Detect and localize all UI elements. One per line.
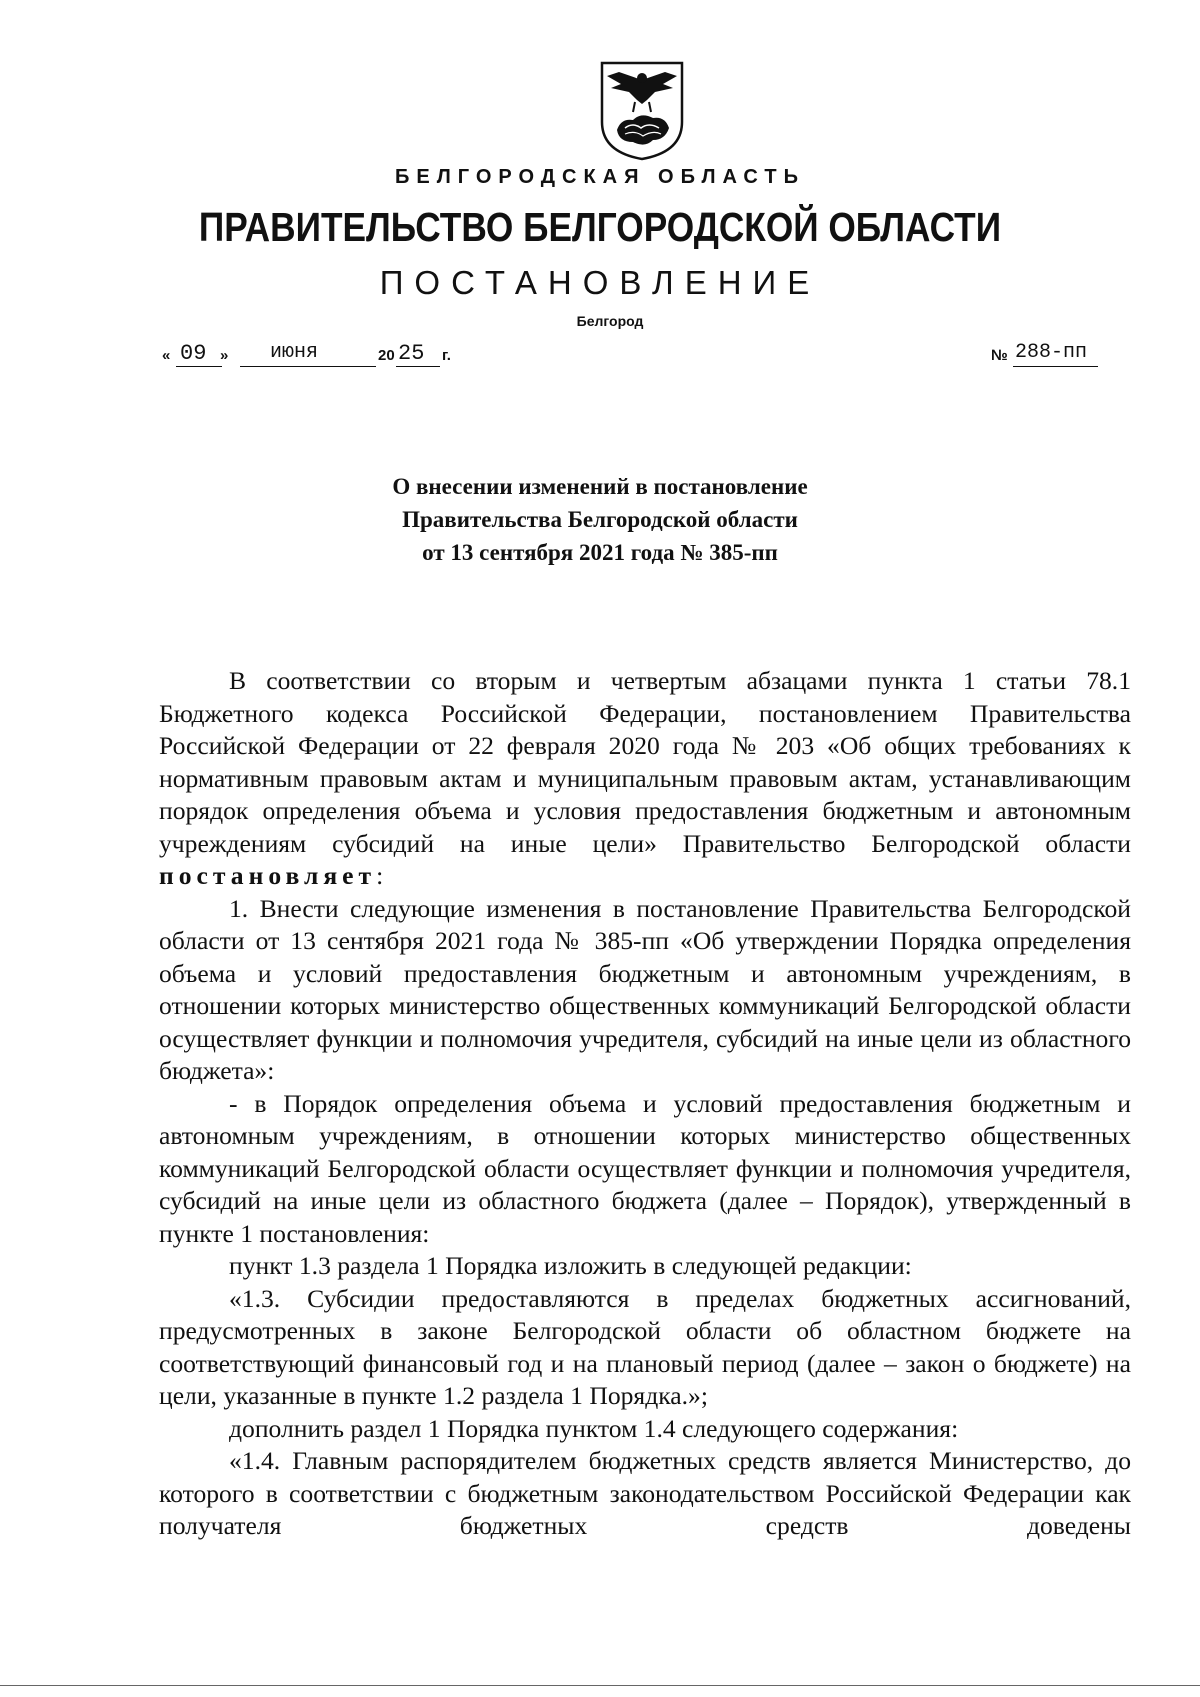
document-title [0, 470, 1200, 569]
year-prefix: 20 [378, 347, 395, 364]
year-mark: г. [442, 347, 451, 364]
government-name: ПРАВИТЕЛЬСТВО БЕЛГОРОДСКОЙ ОБЛАСТИ [198, 204, 1002, 250]
belgorod-region-coat-of-arms-icon [599, 60, 685, 162]
paragraph-order-changes: - в Порядок определения объема и условий предоставления бюджетным и автономным учреждениям, в отношении которых министерство общественных коммуникаций Белгородской области осуществляет функции и полномочия учредителя, субсидий на иные цели из областного бюджета (далее – Порядок), утвержденный в пункте 1 постановления: [159, 1088, 1131, 1248]
paragraph-clause-1-4-intro: дополнить раздел 1 Порядка пунктом 1.4 следующего содержания: [229, 1413, 959, 1443]
city-name: Белгород [576, 313, 644, 329]
document-number: 288-пп [1015, 341, 1088, 364]
paragraph-clause-1-4: «1.4. Главным распорядителем бюджетных средств является Министерство, до которого в соответствии с бюджетным законодательством Российской Федерации как получателя бюджетных средств доведены [159, 1446, 1131, 1540]
number-label: № [991, 347, 1008, 364]
year-suffix: 25 [398, 341, 425, 366]
month-value: июня [270, 341, 319, 364]
title-line-1: О внесении изменений в постановление [392, 474, 808, 499]
paragraph-clause-1-3: «1.3. Субсидии предоставляются в пределах бюджетных ассигнований, предусмотренных в законе Белгородской области об областном бюджете на соответствующий финансовый год и на плановый период (далее – закон о бюджете) на цели, указанные в пункте 1.2 раздела 1 Порядка.»; [159, 1283, 1131, 1410]
region-name: БЕЛГОРОДСКАЯ ОБЛАСТЬ [395, 166, 805, 188]
document-body [159, 665, 1131, 1543]
title-line-2: Правительства Белгородской области [402, 507, 798, 532]
quote-open: « [162, 347, 171, 364]
paragraph-preamble: В соответствии со вторым и четвертым абзацами пункта 1 статьи 78.1 Бюджетного кодекса Российской Федерации, постановлением Правительства Российской Федерации от 22 февраля 2020 года № 203 «Об общих требованиях к нормативным правовым актам и муниципальным правовым актам, устанавливающим порядок определения объема и условия предоставления бюджетным и автономным учреждениям субсидий на иные цели» Правительство Белгородской области постановляет: [159, 666, 1131, 890]
emphasis-resolves: постановляет [159, 861, 377, 890]
day-value: 09 [180, 341, 207, 366]
quote-close: » [220, 347, 229, 364]
document-type: ПОСТАНОВЛЕНИЕ [379, 264, 821, 301]
paragraph-clause-1-3-intro: пункт 1.3 раздела 1 Порядка изложить в следующей редакции: [229, 1251, 912, 1280]
page-bottom-rule [0, 1685, 1200, 1686]
title-line-3: от 13 сентября 2021 года № 385-пп [422, 540, 778, 565]
paragraph-item-1: 1. Внести следующие изменения в постановление Правительства Белгородской области от 13 сентября 2021 года № 385-пп «Об утверждении Порядка определения объема и условий предоставления бюджетным и автономным учреждениям, в отношении которых министерство общественных коммуникаций Белгородской области осуществляет функции и полномочия учредителя, субсидий на иные цели из областного бюджета»: [159, 893, 1131, 1085]
